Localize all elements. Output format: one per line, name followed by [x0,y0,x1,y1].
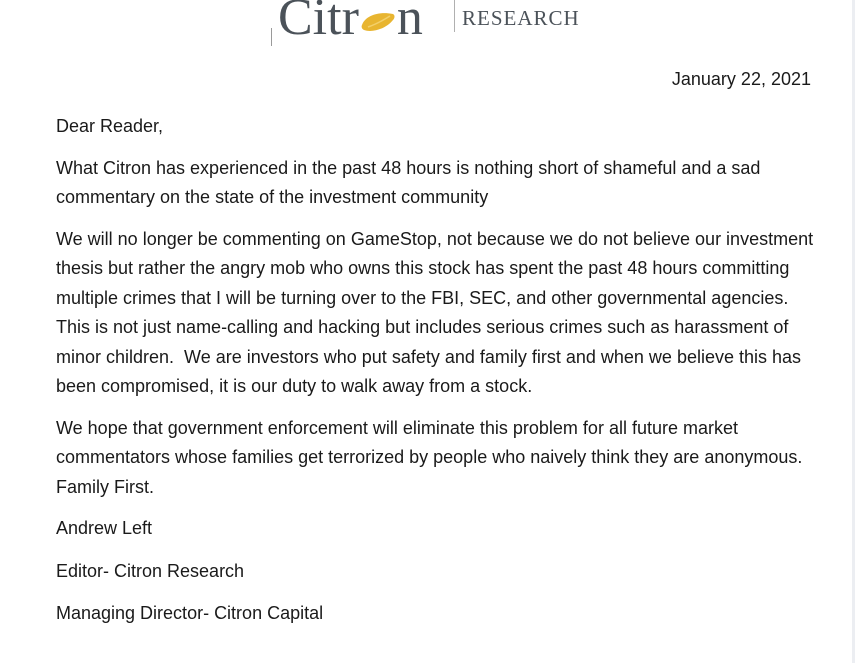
lemon-icon [360,11,396,33]
signature-title-editor: Editor- Citron Research [56,560,245,581]
logo-divider [454,0,455,32]
signature-title-director: Managing Director- Citron Capital [56,603,324,623]
letter-date: January 22, 2021 [671,69,811,89]
citron-research-logo [270,0,610,50]
letter-body [56,112,826,642]
logo-word-right: n [396,0,423,46]
logo-word-left: Citr [278,0,359,46]
paragraph-3: We hope that government enforcement will eliminate this problem for all future market commentators whose families get terrorized by people who naively think they are anonymous. Family First. [56,417,818,497]
logo-research-label: RESEARCH [462,6,580,30]
salutation: Dear Reader, [56,116,164,136]
paragraph-2: We will no longer be commenting on GameStop, not because we do not believe our investment thesis but rather the angry mob who owns this stock has spent the past 48 hours committing multiple crimes that I will be turning over to the FBI, SEC, and other governmental agencies. This is not just name-calling and hacking but includes serious crimes such as harassment of minor children. We are investors who put safety and family first and when we believe this has been compromised, it is our duty to walk away from a stock. [56,228,819,396]
signature-name: Andrew Left [56,518,153,538]
logo-wordmark [278,0,423,44]
paragraph-1: What Citron has experienced in the past 48 hours is nothing short of shameful and a sad commentary on the state of the investment community [56,157,766,207]
logo-tick-mark [271,28,272,46]
